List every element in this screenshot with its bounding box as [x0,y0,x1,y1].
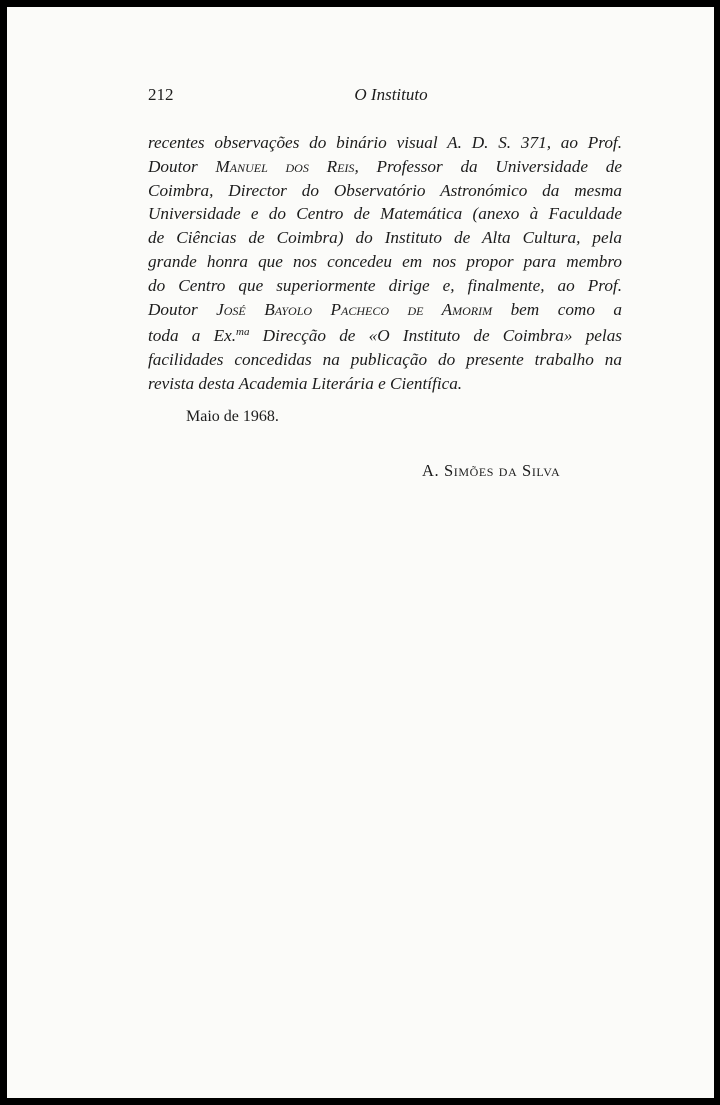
text-line: Coimbra, Director do Observatório Astronómico da mesma [148,180,622,200]
running-title: O Instituto [354,85,428,104]
person-name: José Bayolo Pacheco de Amorim [216,299,493,319]
text-line: de Ciências de Coimbra) do Instituto de Alta Cultura, pela [148,228,622,248]
acknowledgement-paragraph [148,131,622,396]
date-line: Maio de 1968. [186,408,279,425]
text-line: recentes observações do binário visual A. D. S. 371, ao Prof. [148,133,622,152]
document-page [7,7,714,1098]
text-line: do Centro que superiormente dirige e, finalmente, ao Prof. [148,275,622,295]
superscript: ma [236,326,250,339]
text-line: Doutor José Bayolo Pacheco de Amorim bem como a [148,299,622,319]
text-line: grande honra que nos concedeu em nos propor para membro [148,251,622,271]
text-line: facilidades concedidas na publicação do presente trabalho na [148,350,622,370]
person-name: Manuel dos Reis [215,156,355,176]
page-number: 212 [148,85,174,104]
author-signature: A. Simões da Silva [422,461,561,480]
text-line: toda a Ex.$^{ma}$ Direcção de «O Instituto de Coimbra» pelas [148,326,622,346]
text-line: Doutor Manuel dos Reis, Professor da Universidade de [148,156,622,176]
text-line: revista desta Academia Literária e Científica. [148,373,463,393]
text-line: Universidade e do Centro de Matemática (anexo à Faculdade [148,204,622,224]
